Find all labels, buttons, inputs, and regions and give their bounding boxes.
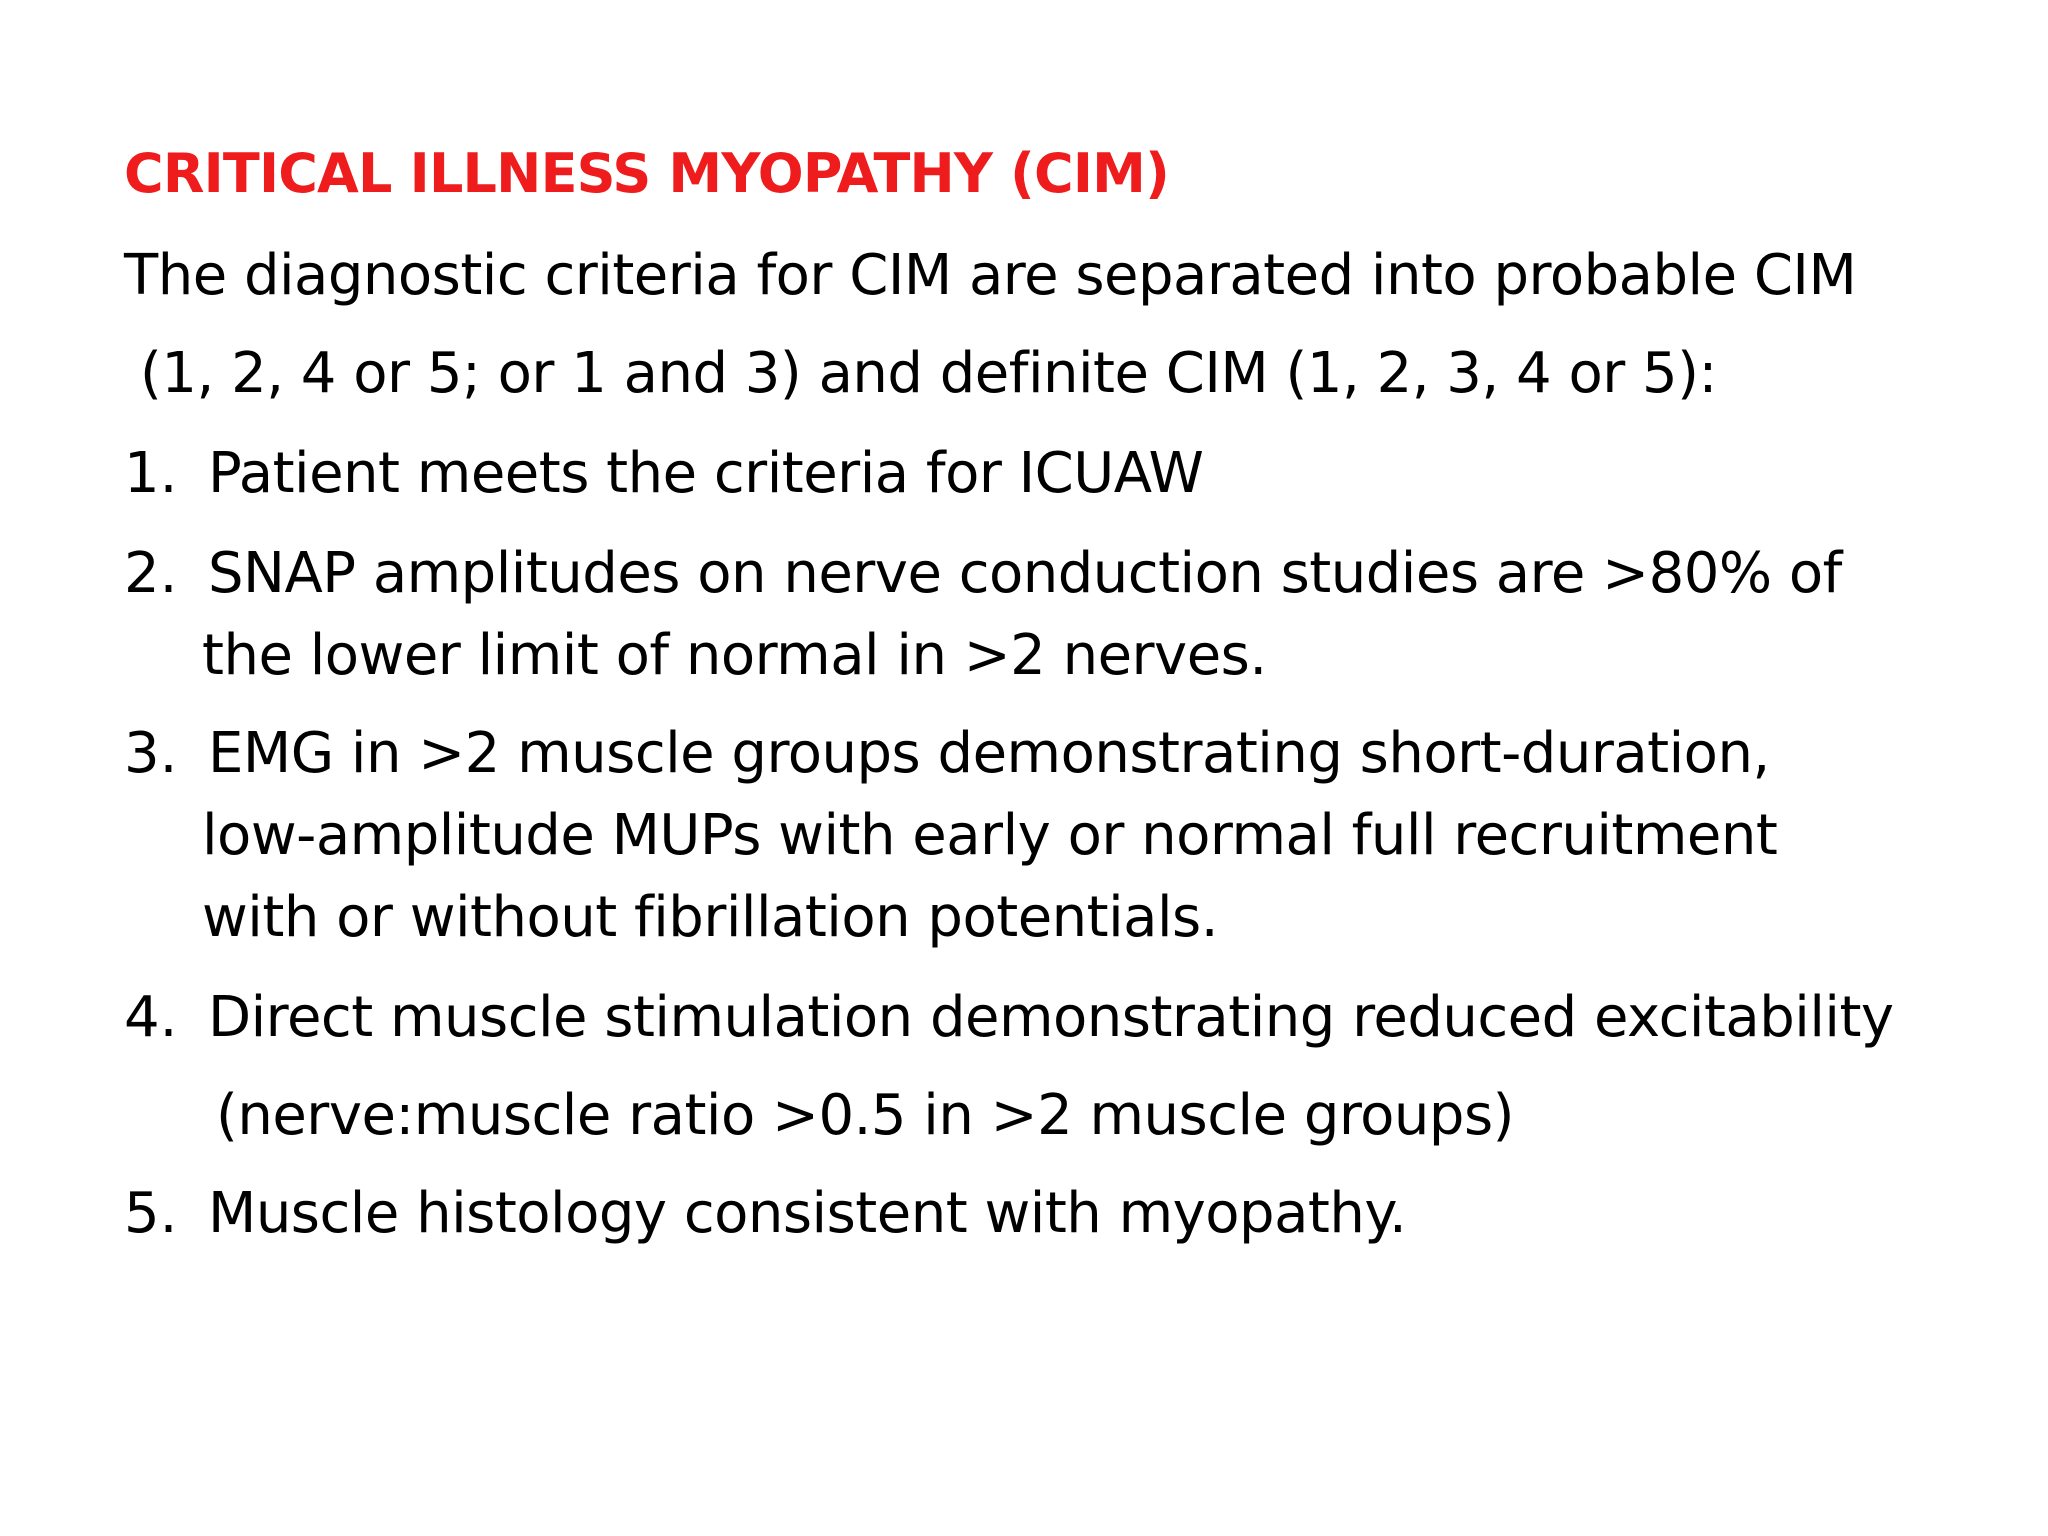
criterion-5-number: 5. xyxy=(124,1181,178,1246)
criterion-3-number: 3. xyxy=(124,721,178,786)
criterion-2-line-1: SNAP amplitudes on nerve conduction studies are >80% of xyxy=(208,541,1842,606)
criterion-3-line-1: EMG in >2 muscle groups demonstrating short-duration, xyxy=(208,721,1770,786)
criterion-5-line-1: Muscle histology consistent with myopathy. xyxy=(208,1181,1407,1246)
criterion-1-line-1: Patient meets the criteria for ICUAW xyxy=(208,441,1204,506)
criterion-4-line-2: (nerve:muscle ratio >0.5 in >2 muscle groups) xyxy=(216,1083,1514,1148)
intro-line-2: (1, 2, 4 or 5; or 1 and 3) and definite CIM (1, 2, 3, 4 or 5): xyxy=(140,341,1717,406)
criterion-2-number: 2. xyxy=(124,541,178,606)
criterion-3-line-2: low-amplitude MUPs with early or normal full recruitment xyxy=(202,803,1778,868)
slide-title: CRITICAL ILLNESS MYOPATHY (CIM) xyxy=(124,142,1169,205)
criterion-3-line-3: with or without fibrillation potentials. xyxy=(202,885,1218,950)
criterion-2-line-2: the lower limit of normal in >2 nerves. xyxy=(202,623,1267,688)
intro-line-1: The diagnostic criteria for CIM are separated into probable CIM xyxy=(124,243,1857,308)
criterion-1-number: 1. xyxy=(124,441,178,506)
criterion-4-number: 4. xyxy=(124,985,178,1050)
criterion-4-line-1: Direct muscle stimulation demonstrating reduced excitability xyxy=(208,985,1894,1050)
